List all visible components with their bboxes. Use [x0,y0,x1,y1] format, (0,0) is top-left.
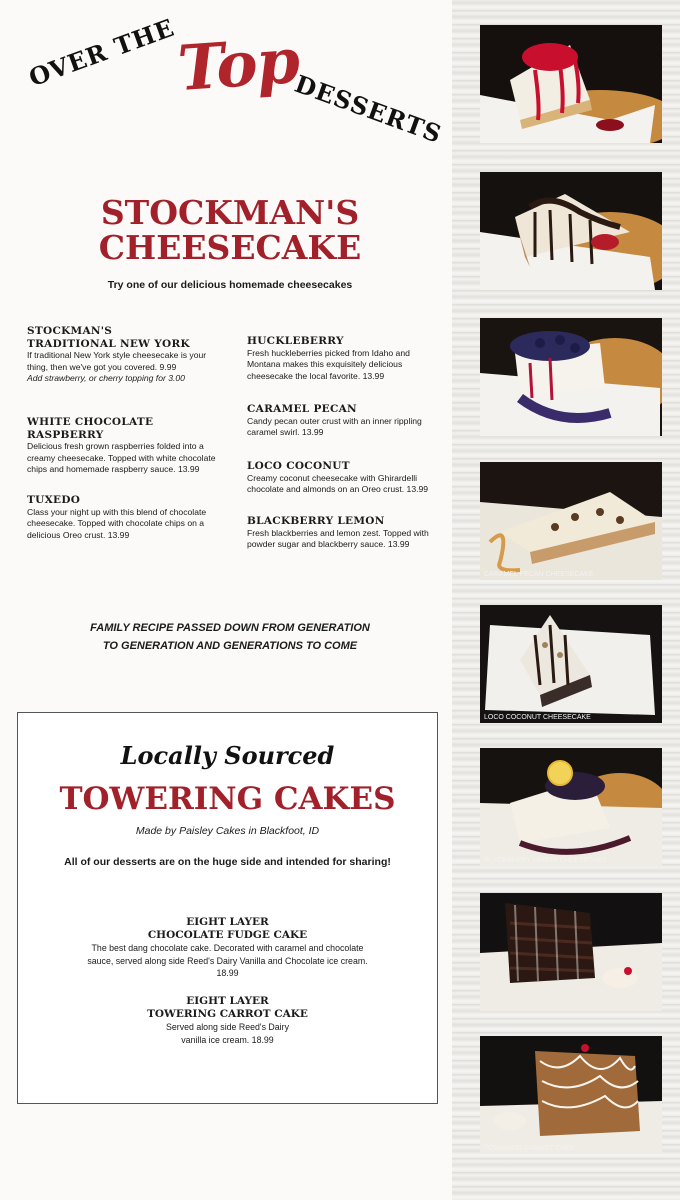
photo-loco-coconut-cheesecake [480,605,662,723]
header-top-word: Top [175,23,302,106]
cheesecake-title-line2: CHEESECAKE [98,227,362,267]
dessert-image [480,462,662,580]
family-recipe-note [60,620,400,655]
item-description: The best dang chocolate cake. Decorated with caramel and chocolate sauce, served along side Reed's Dairy Vanilla and Chocolate ice cream. 18.99 [87,943,368,978]
towering-cakes-title: TOWERING CAKES [59,781,396,817]
item-name [27,325,217,350]
photo-raspberry-cheesecake [480,25,662,143]
locally-sourced-heading: Locally Sourced [120,741,335,770]
item-name: HUCKLEBERRY [247,335,344,347]
photo-blackberry-lemon-cheesecake [480,748,662,866]
photo-chocolate-fudge-cake [480,893,662,1011]
item-name: WHITE CHOCOLATE RASPBERRY [27,416,154,441]
menu-item-traditional-new-york [27,325,217,385]
menu-item-chocolate-fudge-cake [38,916,417,979]
item-name [38,916,417,942]
photo-huckleberry-cheesecake [480,318,662,436]
item-name-line2: TRADITIONAL NEW YORK [27,337,190,350]
dessert-image [480,172,662,290]
header-right-word: DESSERTS [291,68,446,149]
sharing-note: All of our desserts are on the huge side and intended for sharing! [64,856,391,868]
dessert-image [480,25,662,143]
item-name-line1: EIGHT LAYER [186,995,269,1007]
menu-item-blackberry-lemon [247,515,432,551]
header-left-word: OVER THE [25,12,179,93]
item-description: If traditional New York style cheesecake is your thing, then we've got you covered. 9.99 [27,350,207,372]
cheesecake-subtitle: Try one of our delicious homemade cheesecakes [107,279,353,291]
menu-item-loco-coconut [247,460,432,496]
photo-caption: CARAMEL PECAN CHEESECAKE [484,571,594,578]
item-name: CARAMEL PECAN [247,403,357,415]
menu-item-carrot-cake [38,995,417,1046]
item-description: Candy pecan outer crust with an inner rippling caramel swirl. 13.99 [247,415,422,438]
item-description: Served along side Reed's Dairy vanilla ice cream. 18.99 [166,1022,289,1045]
item-name-line1: EIGHT LAYER [186,916,269,928]
photo-caption: LOCO COCONUT CHEESECAKE [484,714,591,721]
item-name: LOCO COCONUT [247,460,350,472]
cheesecake-title-line1: STOCKMAN'S [100,193,360,232]
dessert-image [480,1036,662,1154]
towering-cakes-box [17,712,438,1104]
family-line1: FAMILY RECIPE PASSED DOWN FROM GENERATION [90,622,370,634]
cheesecake-title [60,193,400,267]
item-description: Delicious fresh grown raspberries folded into a creamy cheesecake. Topped with white chocolate chips and homemade raspberry sauce. 13.99 [27,441,216,475]
item-name [38,995,417,1021]
item-description: Fresh blackberries and lemon zest. Topped with powder sugar and blackberry sauce. 13.99 [247,527,429,550]
item-name-line2: TOWERING CARROT CAKE [147,1008,308,1021]
item-description: Creamy coconut cheesecake with Ghirardelli chocolate and almonds on an Oreo crust. 13.99 [247,472,429,495]
item-name-line1: STOCKMAN'S [27,325,113,337]
dessert-image [480,318,662,436]
item-description: Fresh huckleberries picked from Idaho and Montana makes this exquisitely delicious cheesecake the local favorite. 13.99 [247,347,410,381]
photo-tuxedo-cheesecake [480,172,662,290]
item-name-line2: CHOCOLATE FUDGE CAKE [147,929,308,942]
dessert-image [480,605,662,723]
dessert-image [480,893,662,1011]
menu-item-huckleberry [247,335,427,382]
photo-caramel-pecan-cheesecake [480,462,662,580]
menu-item-tuxedo [27,494,217,541]
family-line2: TO GENERATION AND GENERATIONS TO COME [102,639,358,652]
photo-caption: WHITE CHOCOLATE RASPBERRY CHEESECAKE [484,134,647,141]
made-by-note: Made by Paisley Cakes in Blackfoot, ID [135,825,320,837]
item-name: TUXEDO [27,494,81,506]
photo-carrot-cake [480,1036,662,1154]
dessert-image [480,748,662,866]
item-addon: Add strawberry, or cherry topping for 3.00 [27,373,185,384]
item-name: BLACKBERRY LEMON [247,515,385,527]
item-description: Class your night up with this blend of chocolate cheesecake. Topped with chocolate chips on a delicious Oreo crust. 13.99 [27,506,207,540]
photo-caption: TOWERING CARROT CAKE [484,1145,575,1152]
menu-item-caramel-pecan [247,403,427,439]
photo-caption: BLACKBERRY LEMON CHEESECAKE [484,857,608,864]
menu-item-white-chocolate-raspberry [27,416,217,476]
